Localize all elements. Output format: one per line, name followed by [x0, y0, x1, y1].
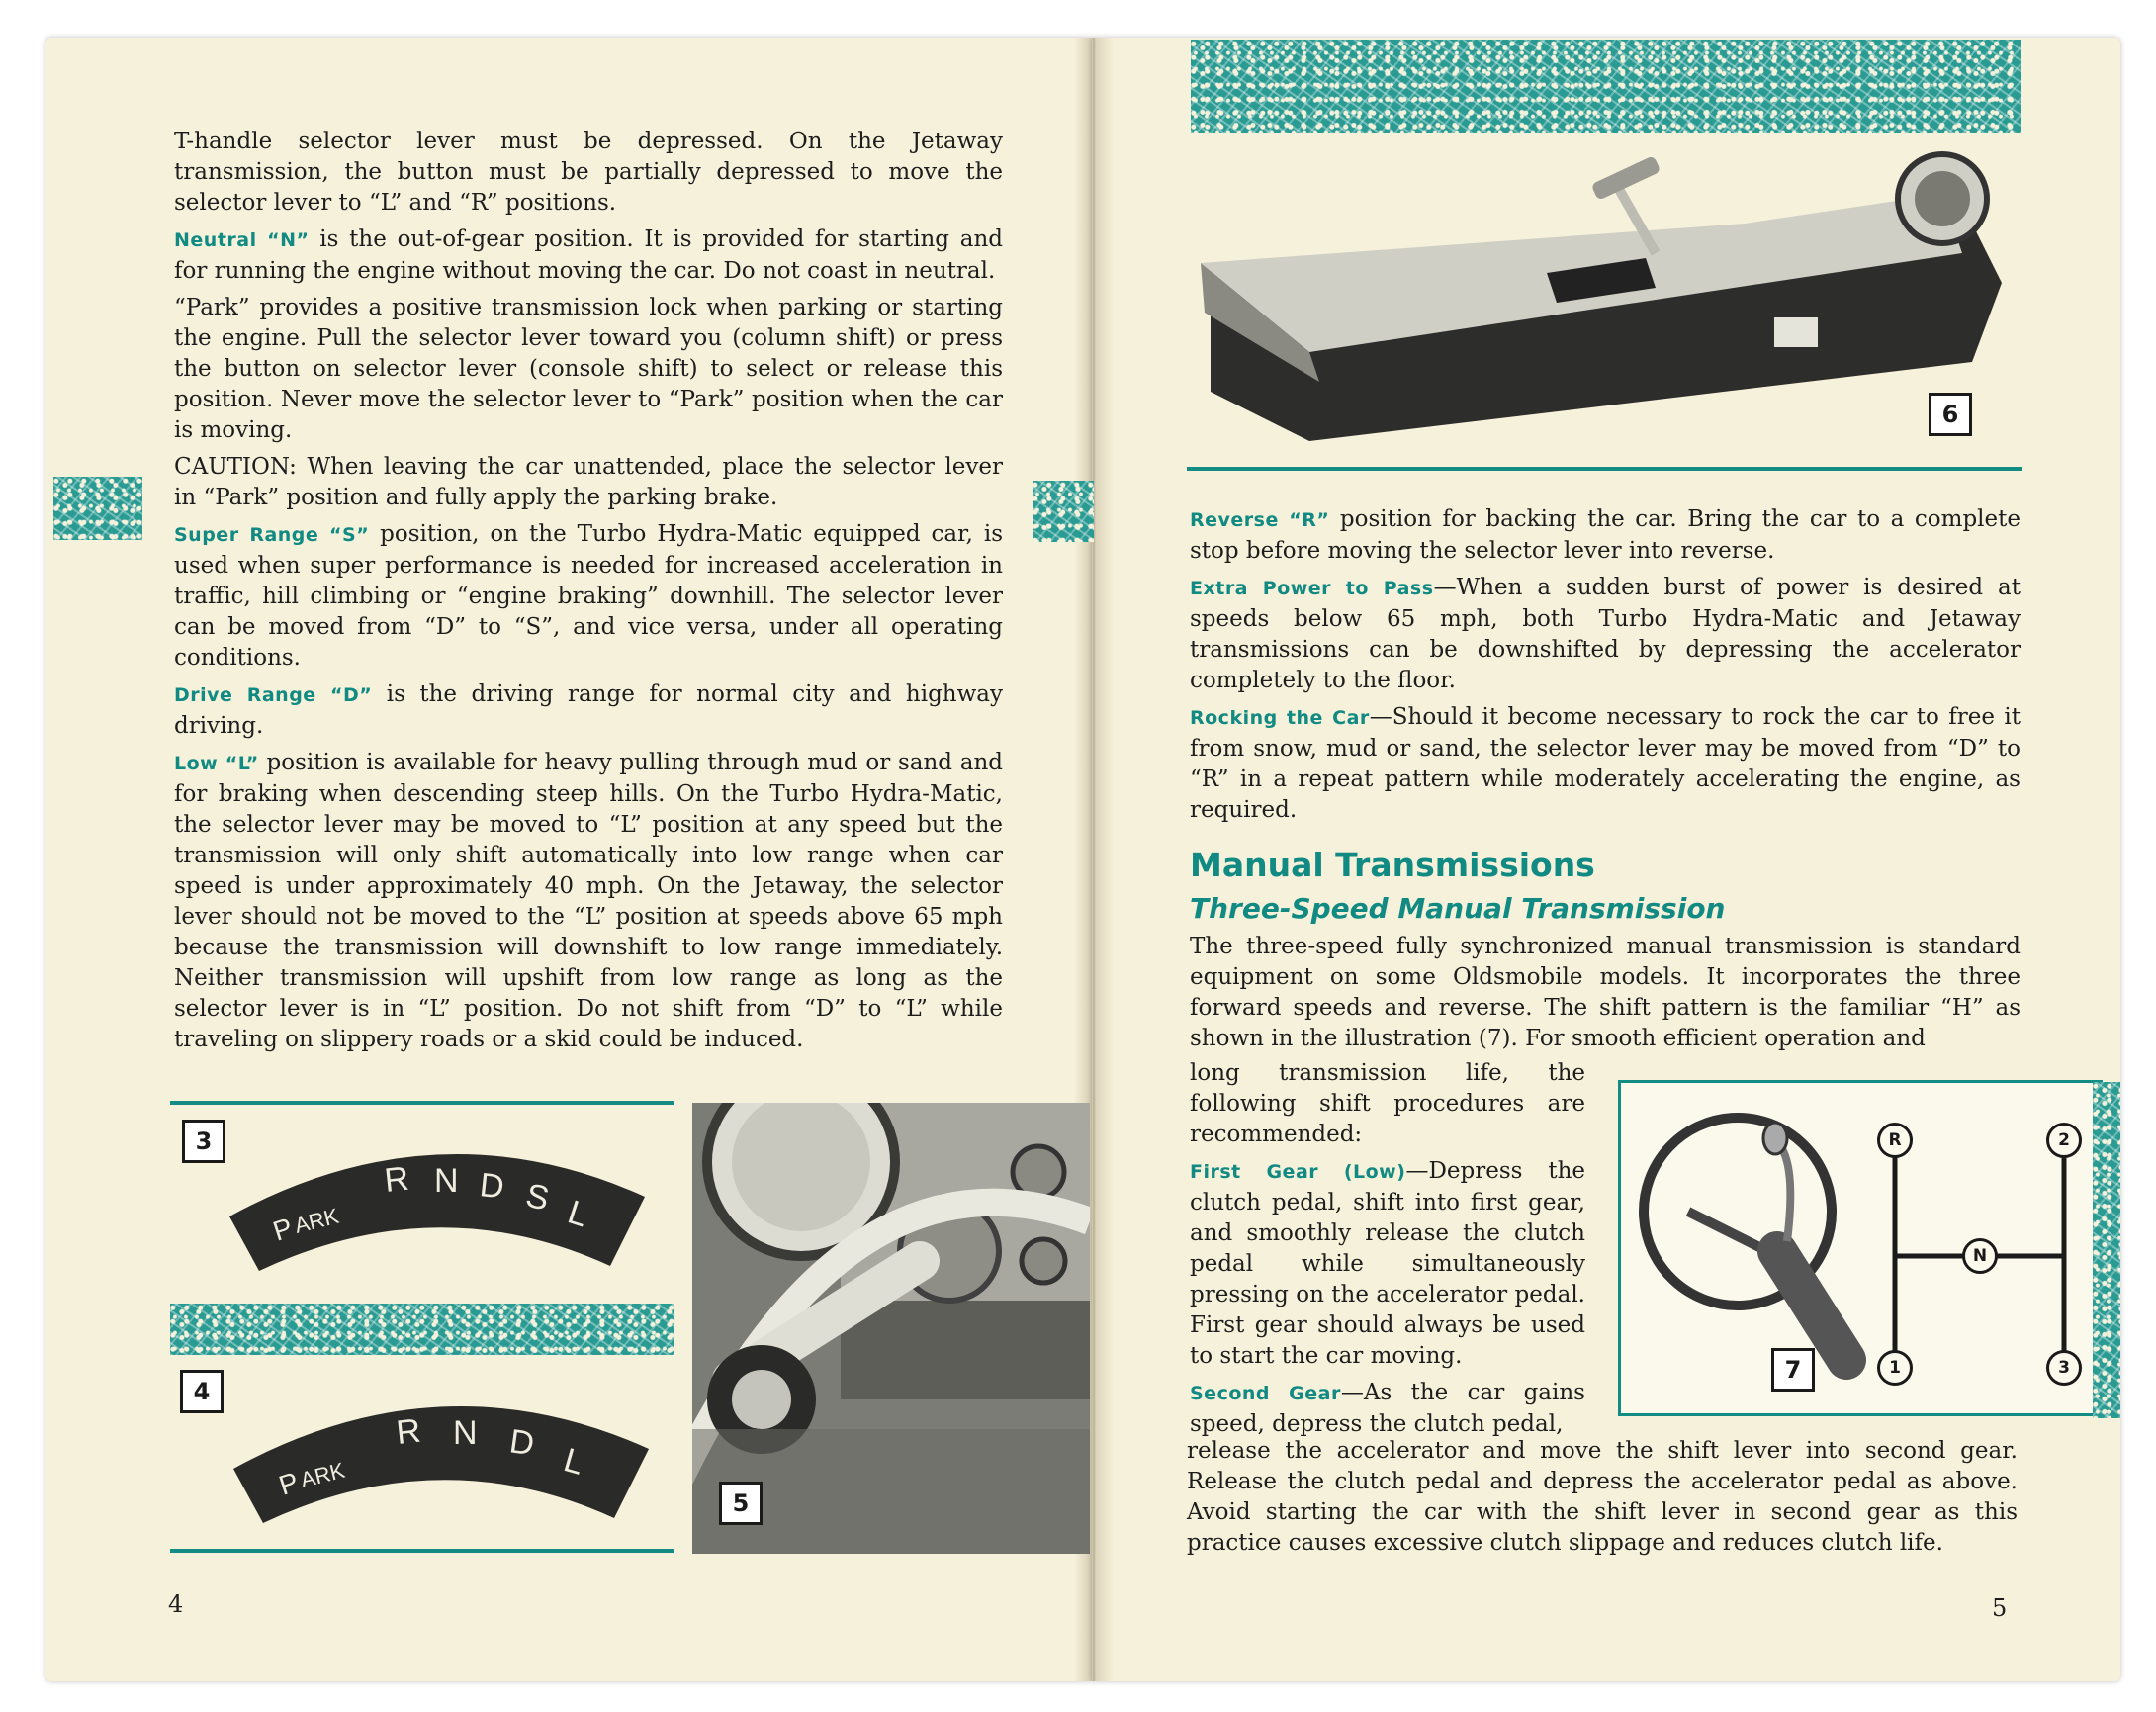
manual-bottom-text [1187, 1436, 2018, 1565]
right-body-text [1190, 504, 2021, 832]
fig4-dial-letter: R [394, 1411, 423, 1452]
fig3-label: 3 [182, 1120, 225, 1163]
fig3-dial-letter: P [269, 1212, 297, 1247]
top-ornament-bar [1191, 40, 2021, 133]
paragraph-drive-range: Drive Range “D” is the driving range for normal city and highway driving. [174, 681, 1003, 739]
fig5-label: 5 [719, 1482, 763, 1525]
fig4-bottom-rule [170, 1549, 674, 1553]
fig7-side-ornament [2093, 1082, 2120, 1418]
gear-node-3: 3 [2046, 1350, 2082, 1386]
paragraph-super-range: Super Range “S” position, on the Turbo Hydra-Matic equipped car, is used when super performance is needed for increased acceleration in traffic, hill climbing or “engine braking” downhill. The selector lever can be moved from “D” to “S”, and vice versa, under all operating conditions. [174, 521, 1004, 671]
margin-ornament-left [53, 477, 142, 540]
fig6-bottom-rule [1187, 467, 2022, 471]
paragraph-reverse: Reverse “R” position for backing the car. Bring the car to a complete stop before moving the selector lever into reverse. [1190, 506, 2021, 564]
fig3-dial-letter: R [382, 1159, 411, 1200]
fig3-dial-letter: S [522, 1176, 553, 1218]
fig3-top-rule [170, 1101, 674, 1105]
gear-node-2: 2 [2046, 1123, 2082, 1158]
gear-node-n: N [1962, 1238, 1998, 1274]
fig6-console-shift-photo [1191, 144, 2006, 447]
fig4-dial-letter: L [559, 1441, 588, 1483]
fig4-dial-letter: P [275, 1466, 303, 1501]
paragraph-first-gear: First Gear (Low)—Depress the clutch pedal, shift into first gear, and smoothly release the clutch pedal while simultaneously pressing on the accelerator pedal. First gear should always be used to start the car moving. [1190, 1158, 1585, 1369]
section-heading: Manual Transmissions [1190, 846, 1595, 884]
fig3-dial-letter: L [563, 1193, 593, 1235]
fig3-selector-dial [220, 1123, 655, 1281]
paragraph-second-gear: Second Gear—As the car gains speed, depress the clutch pedal, [1190, 1380, 1585, 1437]
manual-left-column [1190, 1058, 1585, 1446]
fig3-dial-letter: D [478, 1166, 506, 1207]
paragraph-intro: T-handle selector lever must be depressed. On the Jetaway transmission, the button must be partially depressed to move the selector lever to “L” and “R” positions. [174, 129, 1003, 216]
gear-node-1: 1 [1877, 1350, 1913, 1386]
paragraph-manual-intro: The three-speed fully synchronized manual transmission is standard equipment on some Oldsmobile models. It incorporates the three forward speeds and reverse. The shift pattern is the familiar “H” as shown in the illustration (7). For smooth efficient operation and [1190, 934, 2021, 1051]
fig4-dial-letter: ARK [298, 1457, 348, 1492]
paragraph-caution: CAUTION: When leaving the car unattended, place the selector lever in “Park” position and fully apply the parking brake. [174, 454, 1003, 510]
paragraph-extra-power: Extra Power to Pass—When a sudden burst of power is desired at speeds below 65 mph, both Turbo Hydra-Matic and Jetaway transmissions can be downshifted by depressing the accelerator completely to the floor. [1190, 575, 2021, 693]
paragraph-manual-intro-cont: long transmission life, the following shift procedures are recommended: [1190, 1060, 1585, 1147]
fig3-dial-letter: ARK [292, 1203, 342, 1238]
paragraph-rocking: Rocking the Car—Should it become necessary to rock the car to free it from snow, mud or sand, the selector lever may be moved from “D” to “R” in a repeat pattern while moderately accelerating the engine, as required. [1190, 704, 2021, 823]
fig4-selector-dial [224, 1375, 659, 1533]
fig7-label: 7 [1771, 1348, 1815, 1392]
page-number-left: 4 [168, 1590, 184, 1618]
fig7-shift-pattern-box [1618, 1080, 2103, 1416]
fig4-dial-letter: D [506, 1422, 537, 1464]
fig-separator-ornament [170, 1304, 674, 1355]
gear-node-r: R [1877, 1123, 1913, 1158]
paragraph-park: “Park” provides a positive transmission lock when parking or starting the engine. Pull the selector lever toward you (column shift) or press the button on selector lever (console shift) to select or release this position. Never move the selector lever to “Park” position when the car is moving. [174, 295, 1003, 443]
fig3-dial-letter: N [434, 1162, 459, 1200]
fig6-label: 6 [1929, 393, 1972, 436]
sub-heading: Three-Speed Manual Transmission [1190, 892, 1726, 925]
paragraph-neutral: Neutral “N” is the out-of-gear position. It is provided for starting and for running the engine without moving the car. Do not coast in neutral. [174, 226, 1004, 284]
paragraph-second-gear-cont: release the accelerator and move the shift lever into second gear. Release the clutch pedal and depress the accelerator pedal as above. Avoid starting the car with the shift lever in second gear as this practice causes excessive clutch slippage and reduces clutch life. [1187, 1438, 2018, 1556]
fig7-steering-column-drawing [1629, 1103, 1876, 1399]
page-number-right: 5 [1992, 1594, 2008, 1622]
manual-intro-text [1190, 932, 2021, 1060]
margin-ornament-right [1033, 481, 1094, 542]
fig4-dial-letter: N [453, 1414, 478, 1452]
paragraph-low: Low “L” position is available for heavy pulling through mud or sand and for braking when descending steep hills. On the Turbo Hydra-Matic, the selector lever may be moved to “L” position at any speed but the transmission will only shift automatically into low range when car speed is under approximately 40 mph. On the Jetaway, the selector lever should not be moved to the “L” position at speeds above 65 mph because the transmission will downshift to low range immediately. Neither transmission will upshift from low range as long as the selector lever is in “L” position. Do not shift from “D” to “L” while traveling on slippery roads or a skid could be induced. [174, 750, 1003, 1052]
left-body-text [174, 127, 1003, 1061]
fig4-label: 4 [180, 1370, 224, 1413]
